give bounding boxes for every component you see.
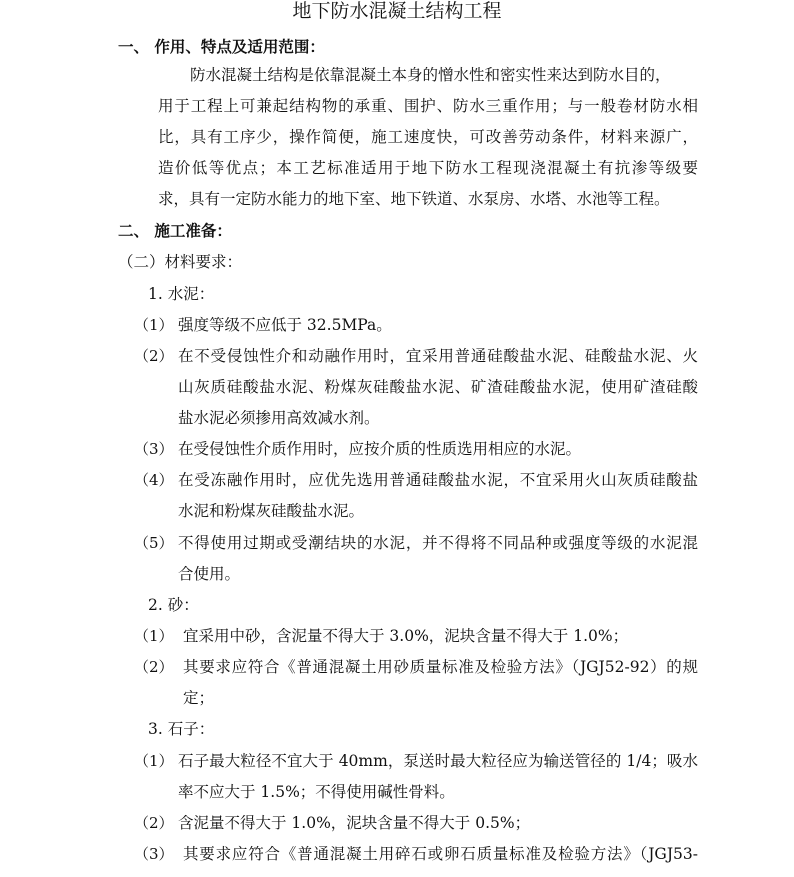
cement-item-5-line-2: 合使用。 [178,565,241,583]
stone-item-1-line-1: 石子最大粒径不宜大于 40mm，泵送时最大粒径应为输送管径的 1/4；吸水 [178,752,698,770]
stone-item-1-line-2: 率不应大于 1.5%；不得使用碱性骨料。 [178,783,455,801]
sand-label: 2. 砂： [148,596,199,614]
cement-item-1-line-1: 强度等级不应低于 32.5MPa。 [178,316,392,334]
stone-item-2-line-1: 含泥量不得大于 1.0%，泥块含量不得大于 0.5%； [178,814,531,832]
section1-paragraph-line-4: 造价低等优点；本工艺标准适用于地下防水工程现浇混凝土有抗渗等级要 [158,159,698,177]
document-title: 地下防水混凝土结构工程 [292,0,502,22]
stone-item-1-number: （1） [134,752,174,770]
cement-item-5-number: （5） [134,534,174,552]
sand-item-1-number: （1） [134,627,174,645]
cement-label: 1. 水泥： [148,285,215,303]
sand-item-2-line-2: 定； [183,689,215,707]
stone-label: 3. 石子： [148,720,215,738]
materials-subheading: （二）材料要求： [118,253,243,271]
stone-item-2-number: （2） [134,814,174,832]
cement-item-1-number: （1） [134,316,174,334]
cement-item-4-number: （4） [134,471,174,489]
cement-item-3-line-1: 在受侵蚀性介质作用时，应按介质的性质选用相应的水泥。 [178,440,582,458]
section1-paragraph-line-2: 用于工程上可兼起结构物的承重、围护、防水三重作用；与一般卷材防水相 [158,97,698,115]
cement-item-2-line-3: 盐水泥必须掺用高效减水剂。 [178,409,380,427]
cement-item-2-line-2: 山灰质硅酸盐水泥、粉煤灰硅酸盐水泥、矿渣硅酸盐水泥，使用矿渣硅酸 [178,378,698,396]
cement-item-4-line-1: 在受冻融作用时，应优先选用普通硅酸盐水泥，不宜采用火山灰质硅酸盐 [178,471,698,489]
section1-heading: 一、 作用、特点及适用范围： [118,37,325,56]
section1-paragraph-line-3: 比，具有工序少，操作简便，施工速度快，可改善劳动条件，材料来源广， [158,128,698,146]
section2-heading: 二、 施工准备： [118,221,232,240]
cement-item-3-number: （3） [134,440,174,458]
stone-item-3-line-1: 其要求应符合《普通混凝土用碎石或卵石质量标准及检验方法》（JGJ53- [183,845,698,863]
sand-item-2-line-1: 其要求应符合《普通混凝土用砂质量标准及检验方法》（JGJ52-92）的规 [183,658,698,676]
cement-item-4-line-2: 水泥和粉煤灰硅酸盐水泥。 [178,502,365,520]
stone-item-3-number: （3） [134,845,174,863]
section1-paragraph-line-5: 求，具有一定防水能力的地下室、地下铁道、水泵房、水塔、水池等工程。 [158,190,670,208]
sand-item-2-number: （2） [134,658,174,676]
cement-item-2-line-1: 在不受侵蚀性介和动融作用时，宜采用普通硅酸盐水泥、硅酸盐水泥、火 [178,347,698,365]
sand-item-1-line-1: 宜采用中砂，含泥量不得大于 3.0%，泥块含量不得大于 1.0%； [183,627,629,645]
cement-item-5-line-1: 不得使用过期或受潮结块的水泥，并不得将不同品种或强度等级的水泥混 [178,534,698,552]
cement-item-2-number: （2） [134,347,174,365]
section1-paragraph-line-1: 防水混凝土结构是依靠混凝土本身的憎水性和密实性来达到防水目的， [190,66,671,84]
